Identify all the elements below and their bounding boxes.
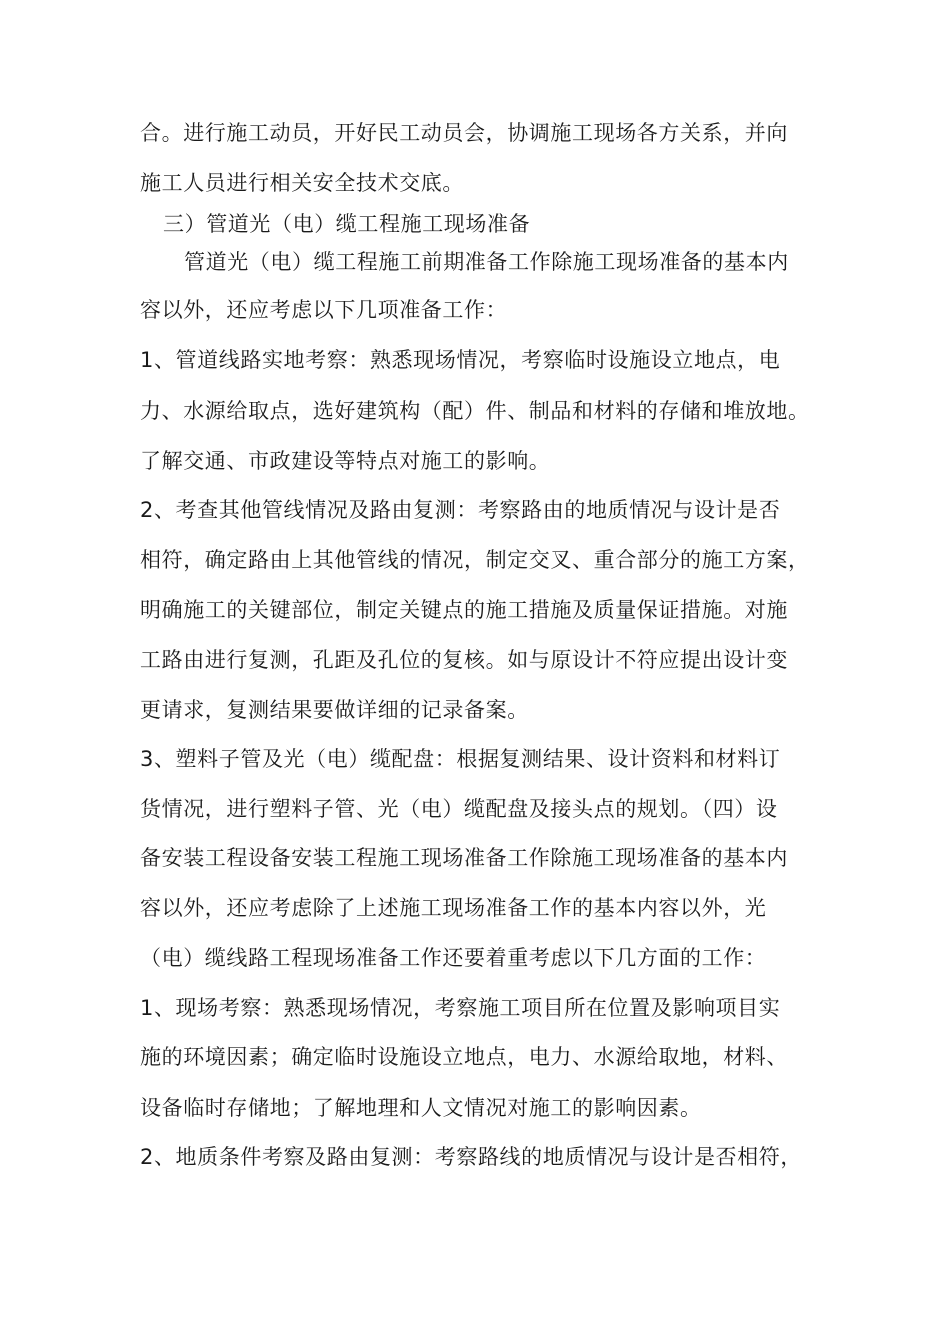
text-line: 容以外，还应考虑除了上述施工现场准备工作的基本内容以外，光 [140,896,767,920]
text-line: 1、管道线路实地考察：熟悉现场情况，考察临时设施设立地点，电 [140,348,781,372]
text-line: 1、现场考察：熟悉现场情况，考察施工项目所在位置及影响项目实 [140,996,781,1020]
text-line: 设备临时存储地；了解地理和人文情况对施工的影响因素。 [140,1096,702,1120]
text-line: 货情况，进行塑料子管、光（电）缆配盘及接头点的规划。（四）设 [140,797,778,821]
text-line: （电）缆线路工程现场准备工作还要着重考虑以下几方面的工作： [140,946,767,970]
text-line: 更请求，复测结果要做详细的记录备案。 [140,698,529,722]
text-line: 施工人员进行相关安全技术交底。 [140,171,464,195]
text-line: 管道光（电）缆工程施工前期准备工作除施工现场准备的基本内 [184,250,789,274]
text-line: 了解交通、市政建设等特点对施工的影响。 [140,449,551,473]
text-line: 工路由进行复测，孔距及孔位的复核。如与原设计不符应提出设计变 [140,648,788,672]
section-heading: 三）管道光（电）缆工程施工现场准备 [163,212,531,236]
text-line: 相符，确定路由上其他管线的情况，制定交叉、重合部分的施工方案， [140,548,810,572]
text-line: 2、地质条件考察及路由复测：考察路线的地质情况与设计是否相符， [140,1145,802,1169]
text-line: 备安装工程设备安装工程施工现场准备工作除施工现场准备的基本内 [140,846,788,870]
text-line: 合。进行施工动员，开好民工动员会，协调施工现场各方关系，并向 [140,121,788,145]
text-line: 2、考查其他管线情况及路由复测：考察路由的地质情况与设计是否 [140,498,781,522]
text-line: 明确施工的关键部位，制定关键点的施工措施及质量保证措施。对施 [140,598,788,622]
text-line: 力、水源给取点，选好建筑构（配）件、制品和材料的存储和堆放地。 [140,399,810,423]
text-line: 容以外，还应考虑以下几项准备工作： [140,298,508,322]
text-line: 3、塑料子管及光（电）缆配盘：根据复测结果、设计资料和材料订 [140,747,781,771]
text-line: 施的环境因素；确定临时设施设立地点，电力、水源给取地，材料、 [140,1045,788,1069]
